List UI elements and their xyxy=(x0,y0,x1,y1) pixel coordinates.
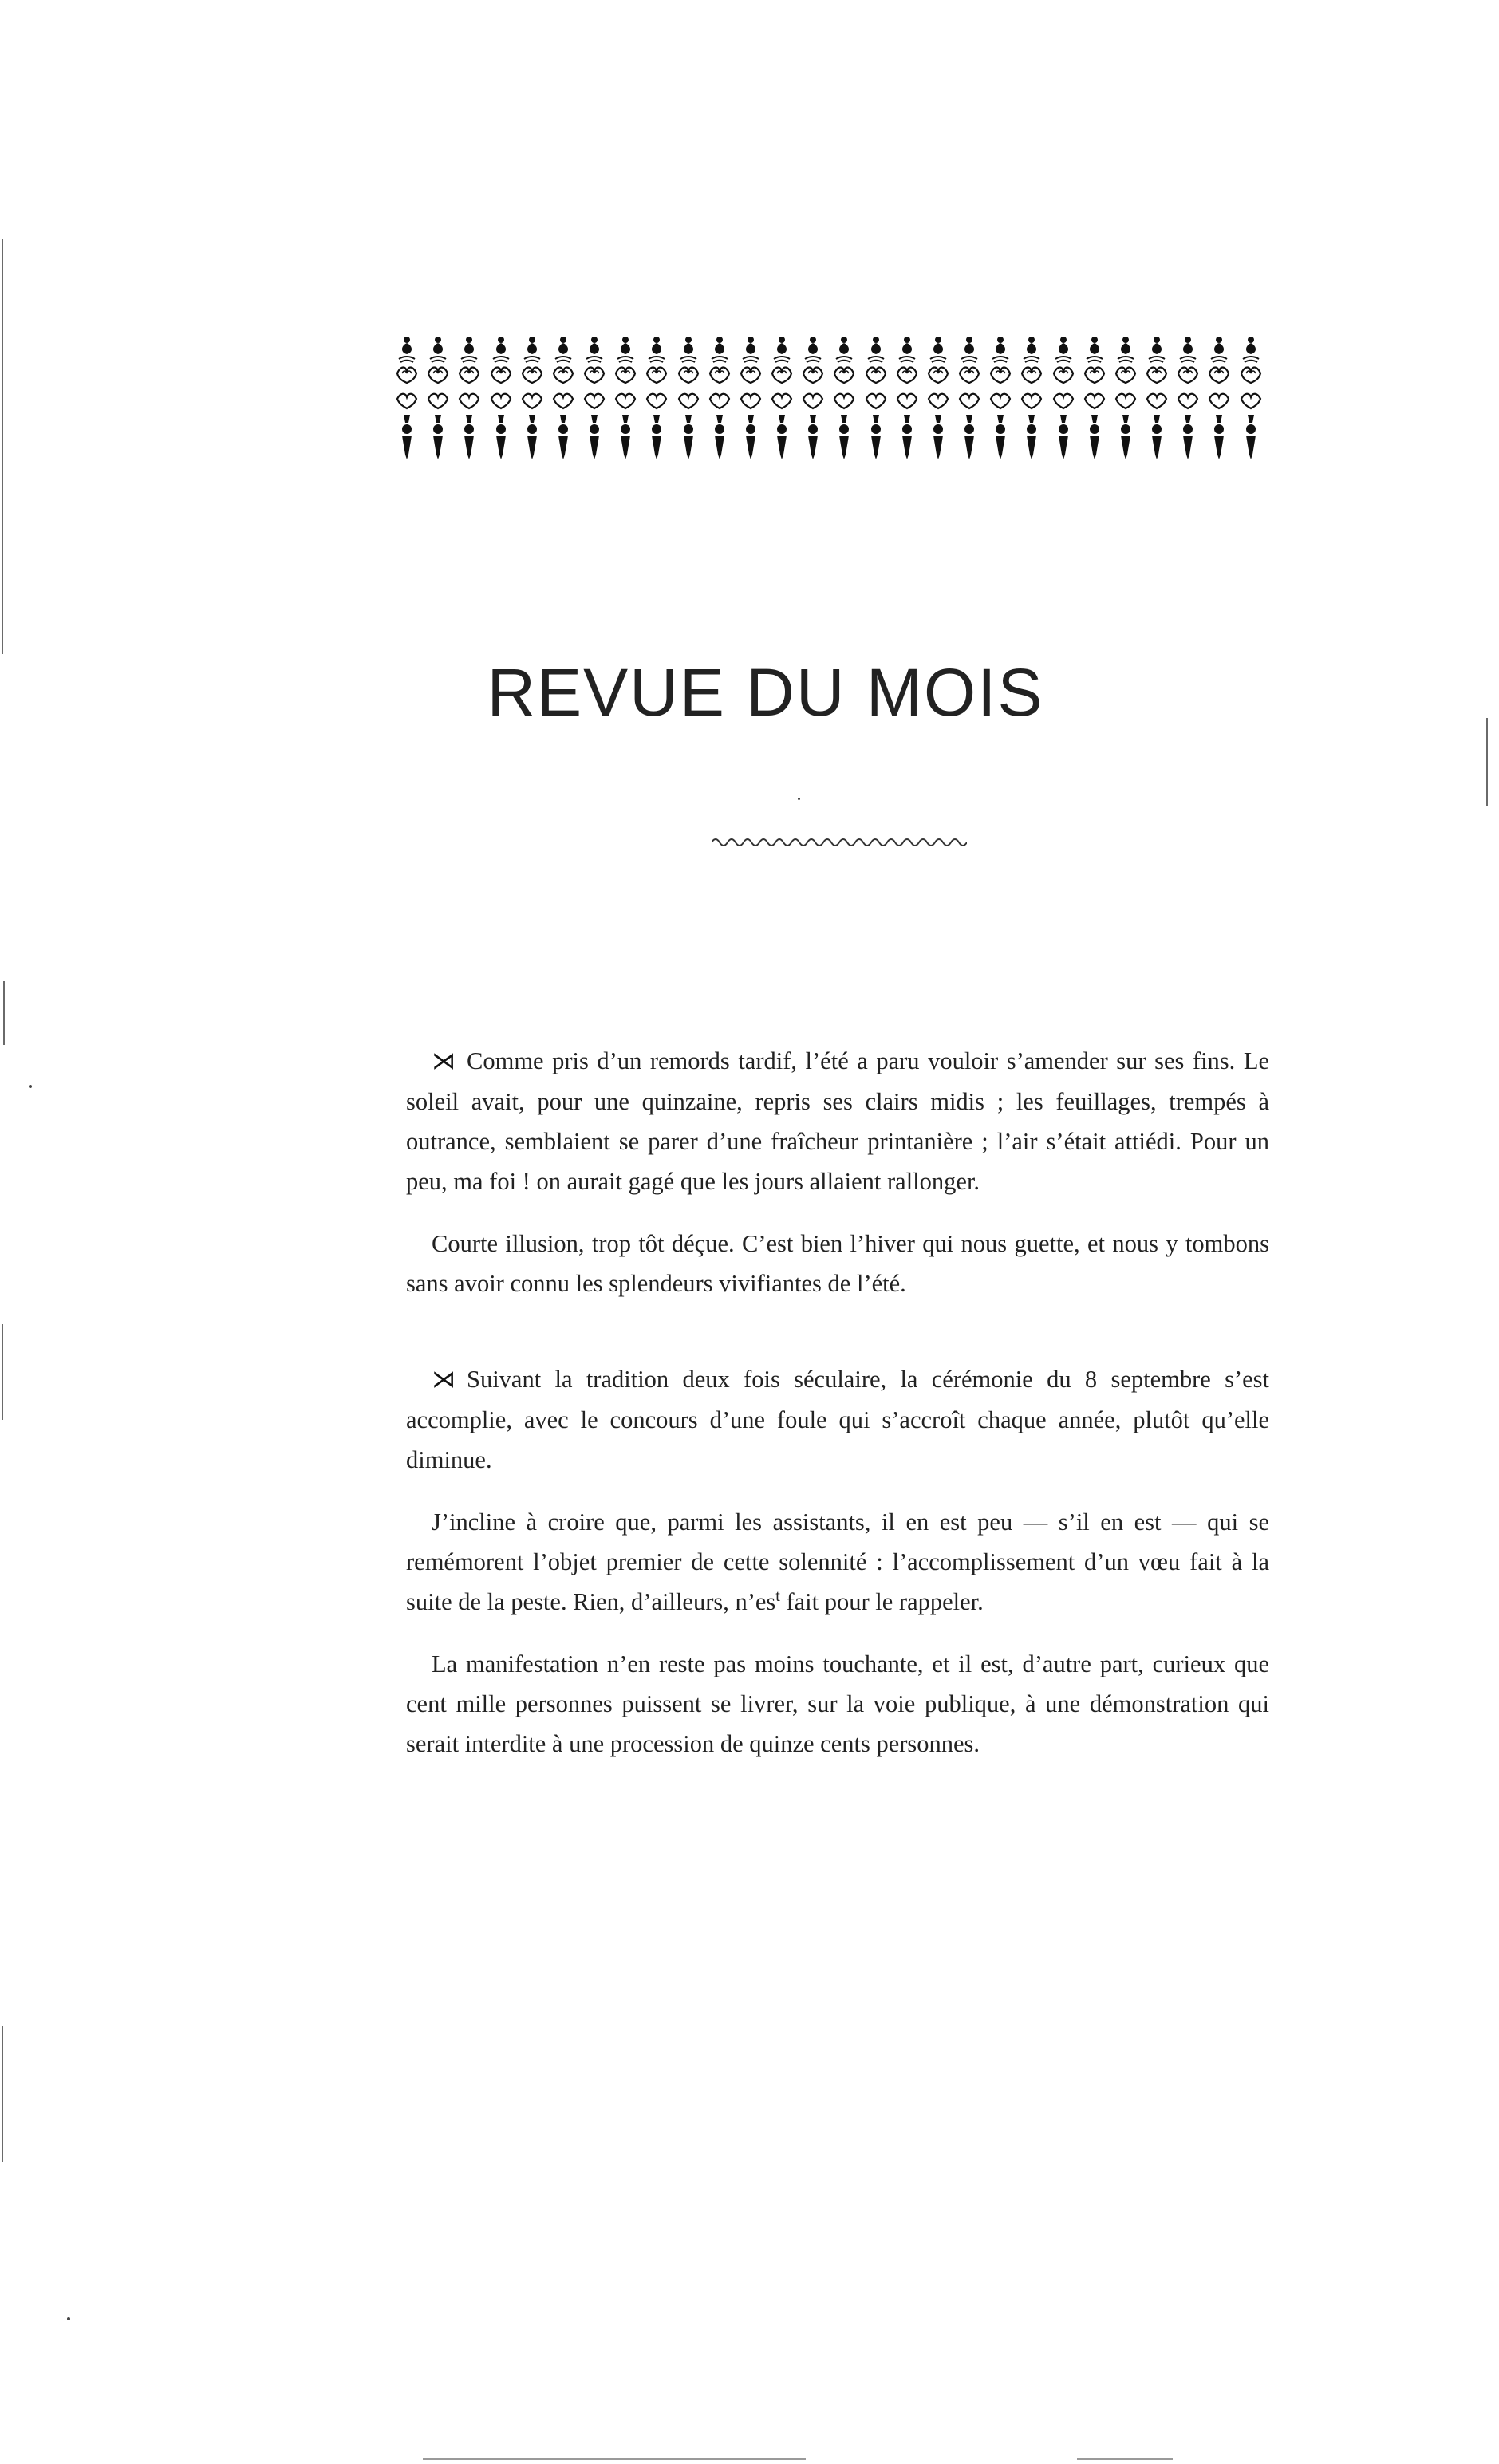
paragraph xyxy=(406,1502,1269,1622)
ornament-band xyxy=(394,335,1264,463)
ornament-icon xyxy=(394,335,420,463)
ornament-icon xyxy=(613,335,638,463)
paragraph xyxy=(406,1644,1269,1764)
scan-bottom-line xyxy=(423,2458,806,2460)
ornament-icon xyxy=(800,335,826,463)
ornament-icon xyxy=(894,335,920,463)
asterism-marker-icon: ⋊ xyxy=(432,1047,456,1075)
asterism-marker-icon: ⋊ xyxy=(432,1366,456,1394)
scan-edge-mark xyxy=(2,239,3,654)
ornament-icon xyxy=(676,335,701,463)
ornament-icon xyxy=(1051,335,1076,463)
ornament-icon xyxy=(831,335,857,463)
ornament-icon xyxy=(1144,335,1170,463)
ornament-icon xyxy=(1206,335,1232,463)
page-title: REVUE DU MOIS xyxy=(487,655,1044,730)
ornament-icon xyxy=(769,335,795,463)
ornament-icon xyxy=(863,335,889,463)
paragraph xyxy=(406,1041,1269,1201)
ornament-icon xyxy=(988,335,1013,463)
paragraph-text: La manifestation n’en reste pas moins touchante, et il est, d’autre part, curieux que cent mille personnes puissent se livrer, sur la voie publique, à une démonstration qui serait interdite à une procession de quinze cents personnes. xyxy=(406,1650,1269,1757)
scan-edge-mark xyxy=(2,2026,3,2162)
scan-edge-mark xyxy=(2,1324,3,1420)
ornament-icon xyxy=(1113,335,1138,463)
paragraph xyxy=(406,1359,1269,1480)
scan-speck xyxy=(29,1085,32,1088)
ornament-icon xyxy=(1238,335,1264,463)
ornament-icon xyxy=(738,335,763,463)
ornament-icon xyxy=(707,335,732,463)
ornament-icon xyxy=(1082,335,1107,463)
ornament-icon xyxy=(519,335,545,463)
wavy-rule-divider xyxy=(712,834,967,850)
paragraph-text: Courte illusion, trop tôt déçue. C’est bien l’hiver qui nous guette, et nous y tombons sans avoir connu les splendeurs vivifiantes de l’été. xyxy=(406,1230,1269,1297)
article-body xyxy=(406,1041,1269,1786)
ornament-icon xyxy=(456,335,482,463)
scan-bottom-line xyxy=(1077,2458,1173,2460)
scan-speck xyxy=(67,2317,70,2320)
scan-edge-mark xyxy=(3,981,5,1045)
paragraph xyxy=(406,1224,1269,1303)
ornament-icon xyxy=(488,335,514,463)
ornament-icon xyxy=(582,335,607,463)
paragraph-text: Comme pris d’un remords tardif, l’été a paru vouloir s’amender sur ses fins. Le soleil avait, pour une quinzaine, repris ses clairs midis ; les feuillages, trempés à outrance, semblaient se parer d’une fraîcheur printanière ; l’air s’était attiédi. Pour un peu, ma foi ! on aurait gagé que les jours allaient rallonger. xyxy=(406,1047,1269,1195)
paragraph-text: Suivant la tradition deux fois séculaire, la cérémonie du 8 septembre s’est accomplie, avec le concours d’une foule qui s’accroît chaque année, plutôt qu’elle diminue. xyxy=(406,1366,1269,1473)
ornament-icon xyxy=(644,335,669,463)
ornament-icon xyxy=(1175,335,1201,463)
scan-speck xyxy=(798,798,800,800)
ornament-icon xyxy=(925,335,951,463)
ornament-icon xyxy=(550,335,576,463)
superscript-letter: t xyxy=(775,1587,780,1605)
ornament-icon xyxy=(957,335,982,463)
ornament-icon xyxy=(425,335,451,463)
paragraph-text: fait pour le rappeler. xyxy=(779,1588,984,1615)
ornament-icon xyxy=(1019,335,1044,463)
paragraph-text: J’incline à croire que, parmi les assistants, il en est peu — s’il en est — qui se remémorent l’objet premier de cette solennité : l’accomplissement d’un vœu fait à la suite de la peste. Rien, d’ailleurs, n’es xyxy=(406,1508,1269,1615)
